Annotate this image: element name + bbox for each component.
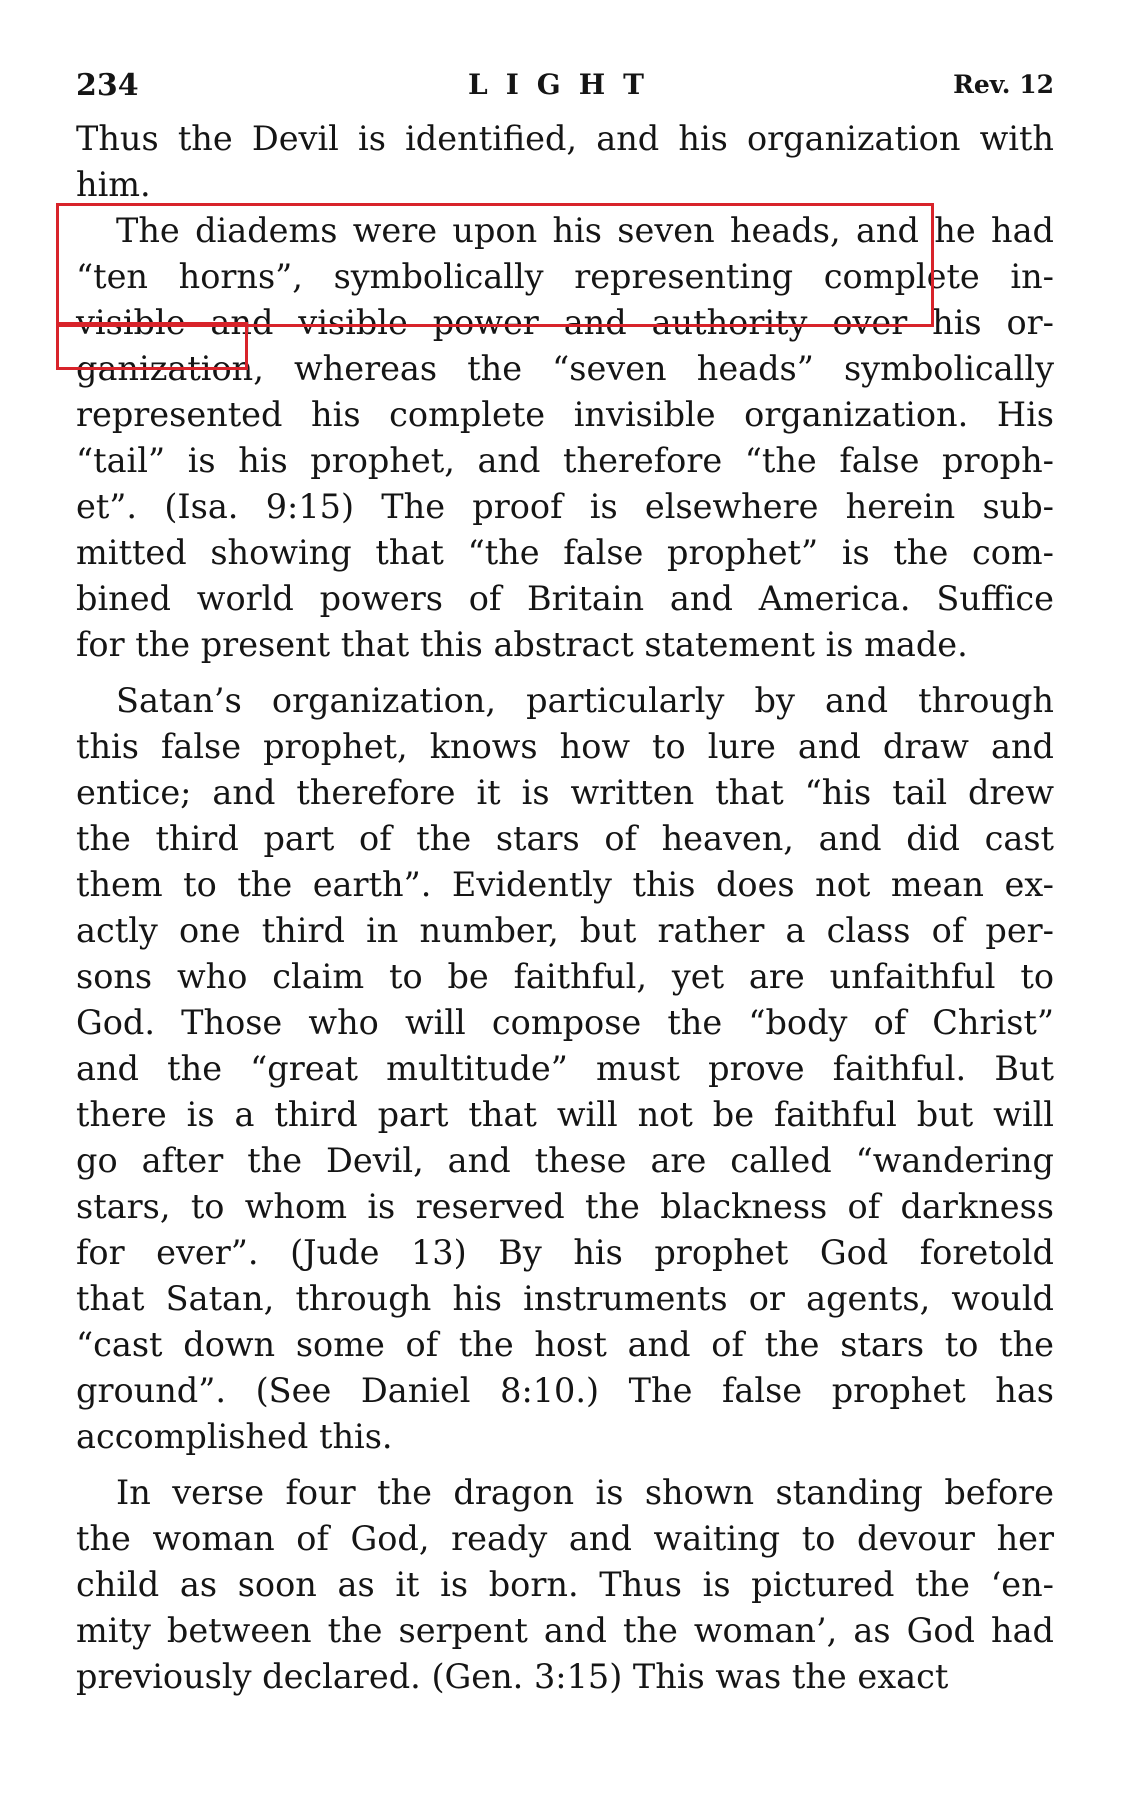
- text-line: Satan’s organization, particularly by and through: [116, 681, 1054, 720]
- text-line: the woman of God, ready and waiting to devour her: [76, 1519, 1054, 1558]
- book-page: [76, 60, 1054, 1800]
- text-line: and the “great multitude” must prove faithful. But: [76, 1049, 1054, 1088]
- text-line: God. Those who will compose the “body of Christ”: [76, 1003, 1054, 1042]
- text-line: represented his complete invisible organization. His: [76, 395, 1054, 434]
- paragraph-gap: [76, 668, 1054, 678]
- paragraph-gap: [76, 1460, 1054, 1470]
- paragraph: [76, 1470, 1054, 1700]
- text-line: The diadems were upon his seven heads, and he had: [116, 211, 1054, 250]
- text-line: et”. (Isa. 9:15) The proof is elsewhere herein sub-: [76, 487, 1054, 526]
- text-line: the third part of the stars of heaven, and did cast: [76, 819, 1054, 858]
- text-line: sons who claim to be faithful, yet are unfaithful to: [76, 957, 1054, 996]
- text-line: Thus the Devil is identified, and his organization with: [76, 119, 1054, 158]
- text-line: previously declared. (Gen. 3:15) This was the exact: [76, 1657, 949, 1696]
- paragraph: [76, 678, 1054, 1460]
- text-line: there is a third part that will not be faithful but will: [76, 1095, 1054, 1134]
- page-number: 234: [76, 68, 139, 103]
- text-line: “ten horns”, symbolically representing complete in-: [76, 257, 1054, 296]
- text-line: bined world powers of Britain and America. Suffice: [76, 579, 1054, 618]
- text-line: mitted showing that “the false prophet” is the com-: [76, 533, 1054, 572]
- text-line: this false prophet, knows how to lure and draw and: [76, 727, 1054, 766]
- text-line: accomplished this.: [76, 1417, 393, 1456]
- paragraph: [76, 116, 1054, 208]
- text-line: visible and visible power and authority over his or-: [76, 303, 1054, 342]
- text-line: ground”. (See Daniel 8:10.) The false prophet has: [76, 1371, 1054, 1410]
- text-line: for the present that this abstract statement is made.: [76, 625, 968, 664]
- text-line: mity between the serpent and the woman’, as God had: [76, 1611, 1054, 1650]
- section-label: Rev. 12: [953, 70, 1054, 99]
- text-line: that Satan, through his instruments or agents, would: [76, 1279, 1054, 1318]
- text-line: actly one third in number, but rather a class of per-: [76, 911, 1054, 950]
- text-line: “tail” is his prophet, and therefore “the false proph-: [76, 441, 1054, 480]
- text-line: child as soon as it is born. Thus is pictured the ‘en-: [76, 1565, 1054, 1604]
- text-line: “cast down some of the host and of the stars to the: [76, 1325, 1054, 1364]
- running-title: LIGHT: [468, 68, 662, 101]
- body-text: [76, 116, 1054, 1700]
- paragraph: [76, 208, 1054, 668]
- text-line: for ever”. (Jude 13) By his prophet God foretold: [76, 1233, 1054, 1272]
- running-header: [76, 60, 1054, 116]
- text-line: stars, to whom is reserved the blackness of darkness: [76, 1187, 1054, 1226]
- text-line: them to the earth”. Evidently this does not mean ex-: [76, 865, 1054, 904]
- text-line: In verse four the dragon is shown standing before: [116, 1473, 1054, 1512]
- text-line: ganization, whereas the “seven heads” symbolically: [76, 349, 1054, 388]
- text-line: entice; and therefore it is written that “his tail drew: [76, 773, 1054, 812]
- text-line: go after the Devil, and these are called “wandering: [76, 1141, 1054, 1180]
- text-line: him.: [76, 165, 151, 204]
